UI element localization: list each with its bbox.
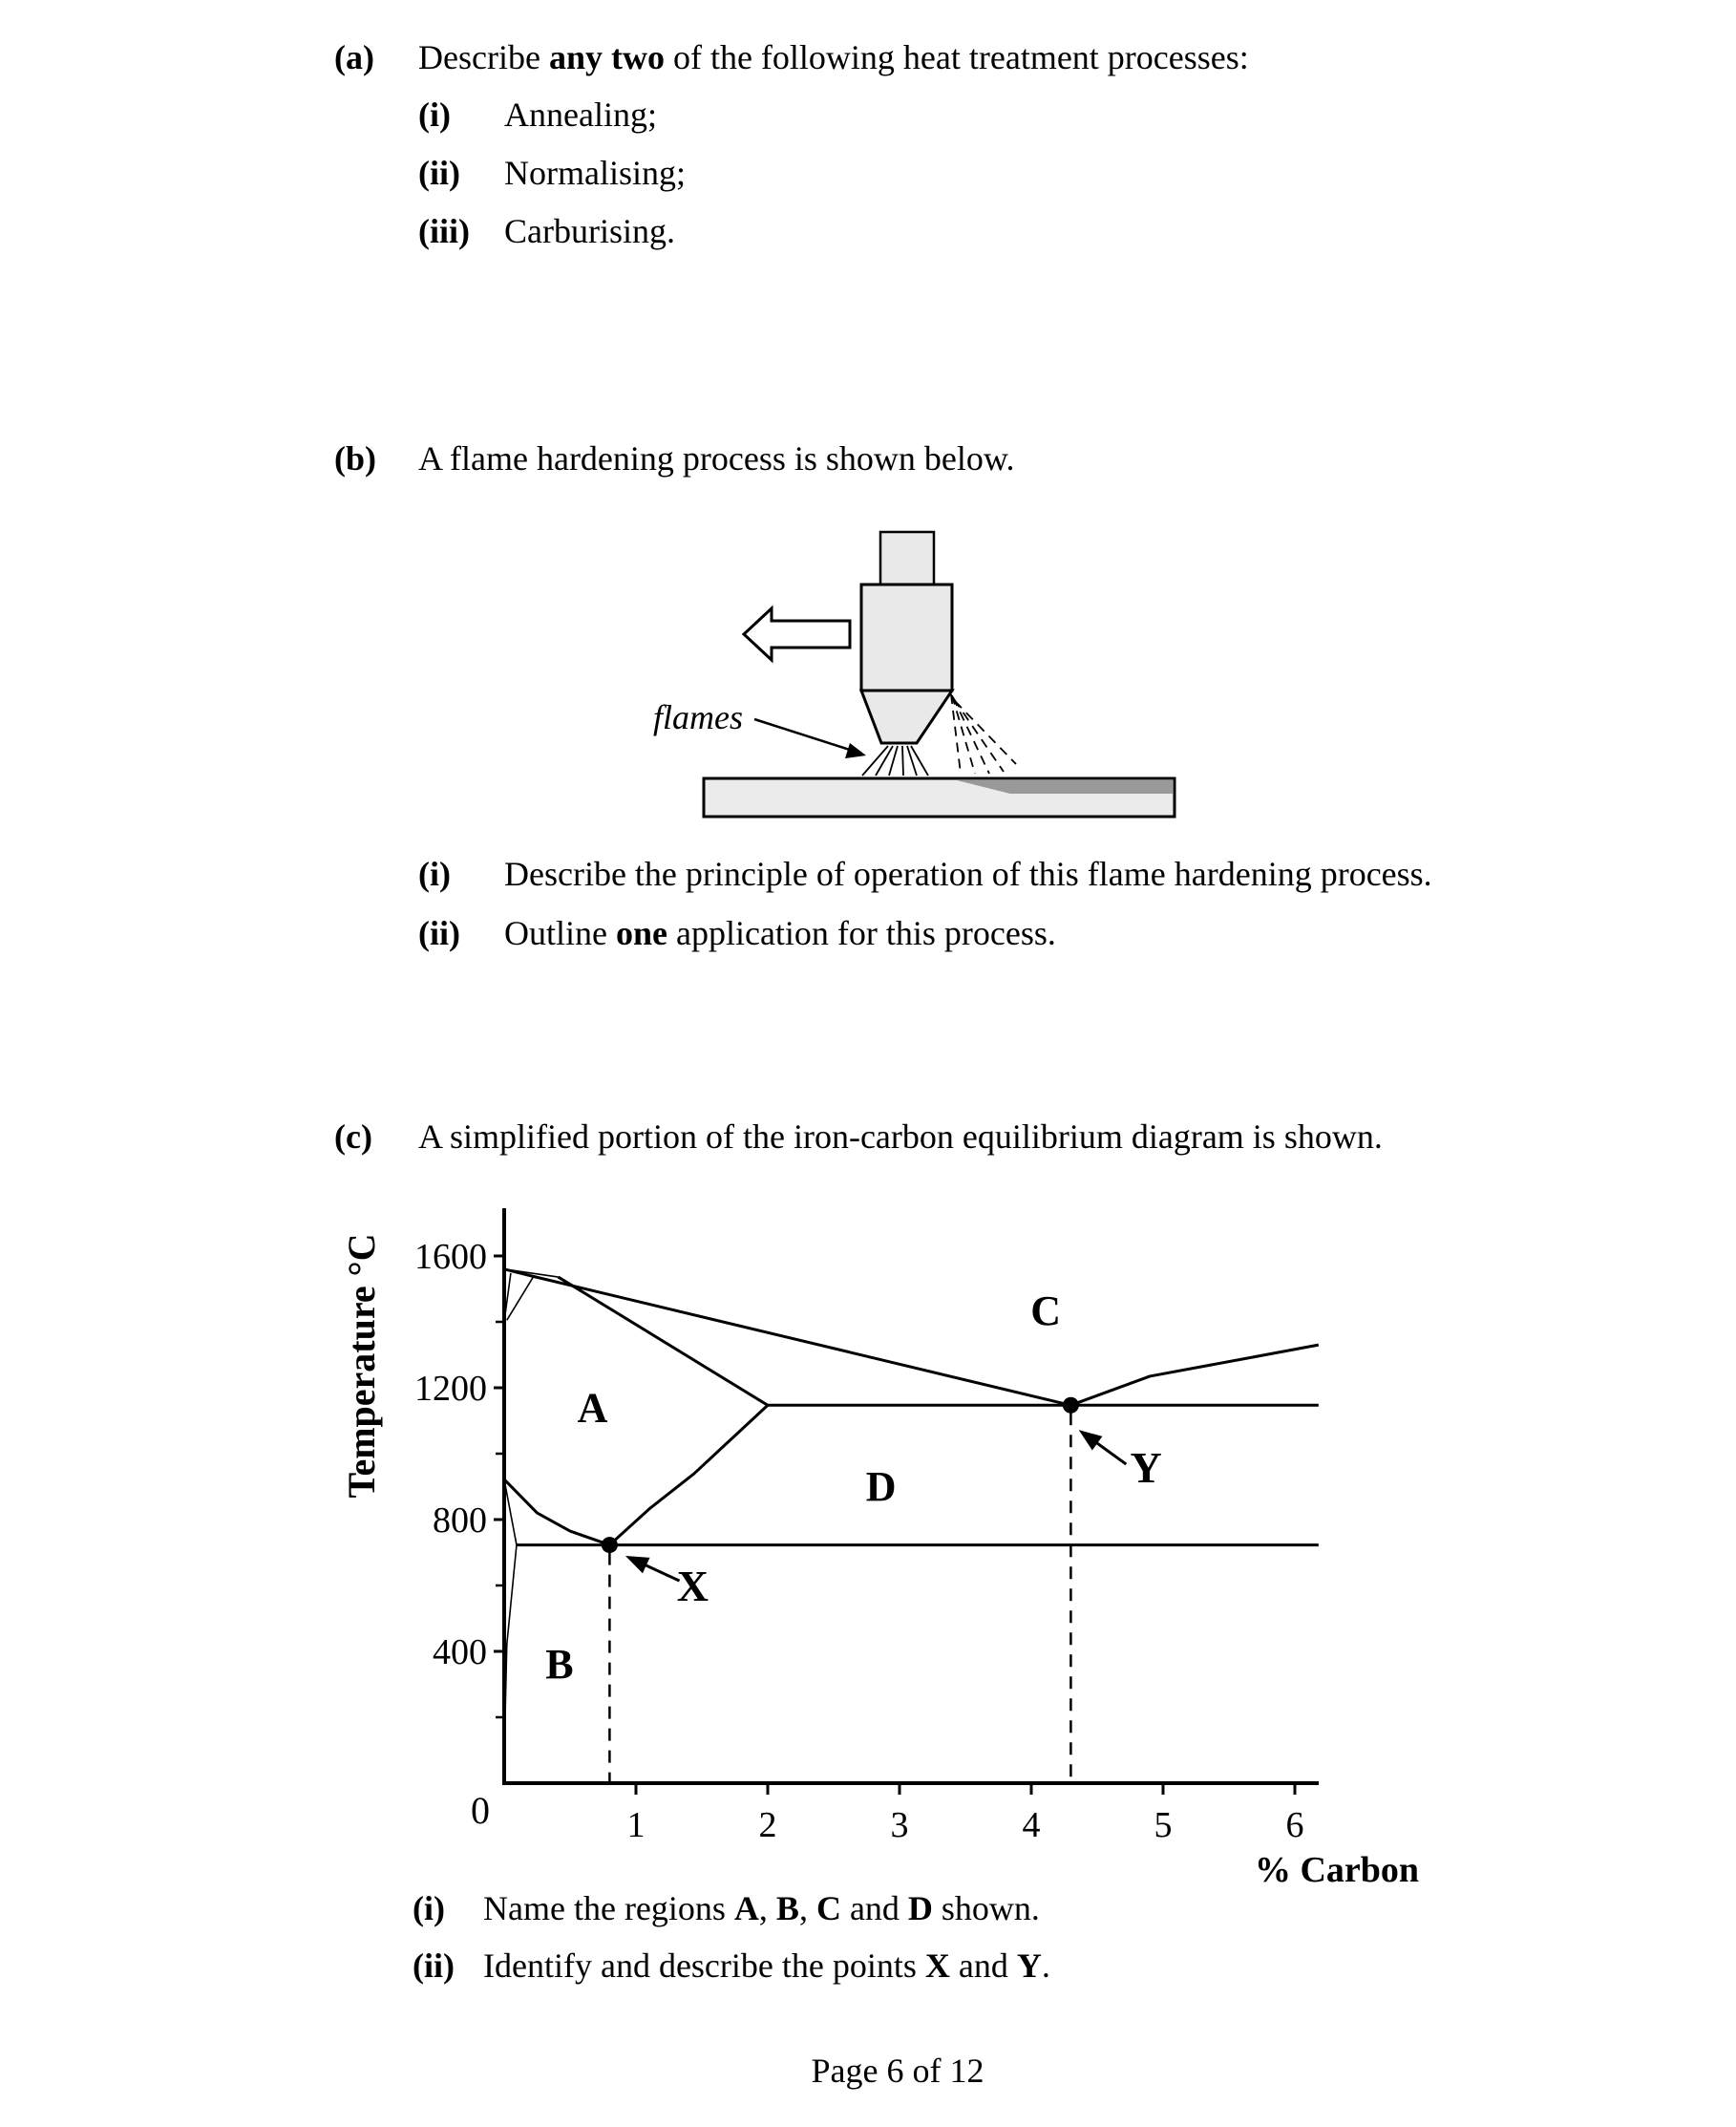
item-c-ii-marker: (ii) <box>413 1946 455 1985</box>
item-c-ii-text: Identify and describe the points X and Y. <box>483 1946 1050 1985</box>
question-a-text: Describe any two of the following heat treatment processes: <box>418 38 1249 76</box>
boundary-delta-boundary-2 <box>507 1277 534 1320</box>
item-b-ii-text: Outline one application for this process. <box>504 914 1056 952</box>
question-c-text: A simplified portion of the iron-carbon equilibrium diagram is shown. <box>418 1117 1383 1156</box>
region-label-A: A <box>577 1384 608 1432</box>
boundary-liquidus-right <box>1070 1345 1318 1405</box>
y-axis-title: Temperature °C <box>340 1233 383 1499</box>
y-axis-tick-label: 1600 <box>414 1237 487 1277</box>
item-a-ii-marker: (ii) <box>418 154 460 192</box>
region-label-D: D <box>865 1463 897 1511</box>
region-label-B: B <box>545 1641 574 1689</box>
boundary-ferrite-solvus <box>505 1545 517 1719</box>
eutectic-point-label: Y <box>1130 1443 1162 1493</box>
flames-label: flames <box>653 698 743 736</box>
eutectoid-point-label: X <box>676 1562 709 1610</box>
x-axis-tick-label: 6 <box>1285 1805 1304 1845</box>
boundary-A3-line <box>504 1479 609 1545</box>
item-a-i-text: Annealing; <box>504 96 657 134</box>
x-axis-tick-label: 5 <box>1154 1805 1173 1845</box>
item-c-i-marker: (i) <box>413 1889 445 1927</box>
item-a-i-marker: (i) <box>418 96 451 134</box>
x-axis-tick-label: 3 <box>890 1805 909 1845</box>
eutectic-point-arrowhead <box>1079 1430 1103 1450</box>
page-footer: Page 6 of 12 <box>811 2052 984 2090</box>
eutectic-point-dot <box>1063 1397 1079 1414</box>
item-b-i-marker: (i) <box>418 855 451 893</box>
item-a-iii-marker: (iii) <box>418 212 470 250</box>
x-axis-tick-label: 4 <box>1022 1805 1041 1845</box>
region-label-C: C <box>1030 1287 1062 1334</box>
eutectoid-point-dot <box>602 1537 618 1553</box>
y-axis-tick-label: 400 <box>433 1632 487 1672</box>
eutectoid-point-arrowhead <box>625 1556 650 1573</box>
question-b-text: A flame hardening process is shown below. <box>418 439 1015 478</box>
question-a-marker: (a) <box>334 38 374 76</box>
question-c-marker: (c) <box>334 1117 372 1156</box>
item-b-ii-marker: (ii) <box>418 914 460 952</box>
origin-label: 0 <box>471 1789 490 1832</box>
x-axis-tick-label: 2 <box>758 1805 777 1845</box>
x-axis-tick-label: 1 <box>626 1805 646 1845</box>
item-a-iii-text: Carburising. <box>504 212 675 250</box>
item-c-i-text: Name the regions A, B, C and D shown. <box>483 1889 1040 1927</box>
boundary-Acm-line <box>609 1405 768 1544</box>
y-axis-tick-label: 800 <box>433 1500 487 1541</box>
item-a-ii-text: Normalising; <box>504 154 686 192</box>
item-b-i-text: Describe the principle of operation of this flame hardening process. <box>504 855 1432 893</box>
question-b-marker: (b) <box>334 439 376 478</box>
y-axis-tick-label: 1200 <box>414 1369 487 1409</box>
chart-axes <box>504 1208 1319 1783</box>
x-axis-title: % Carbon <box>1254 1850 1420 1890</box>
